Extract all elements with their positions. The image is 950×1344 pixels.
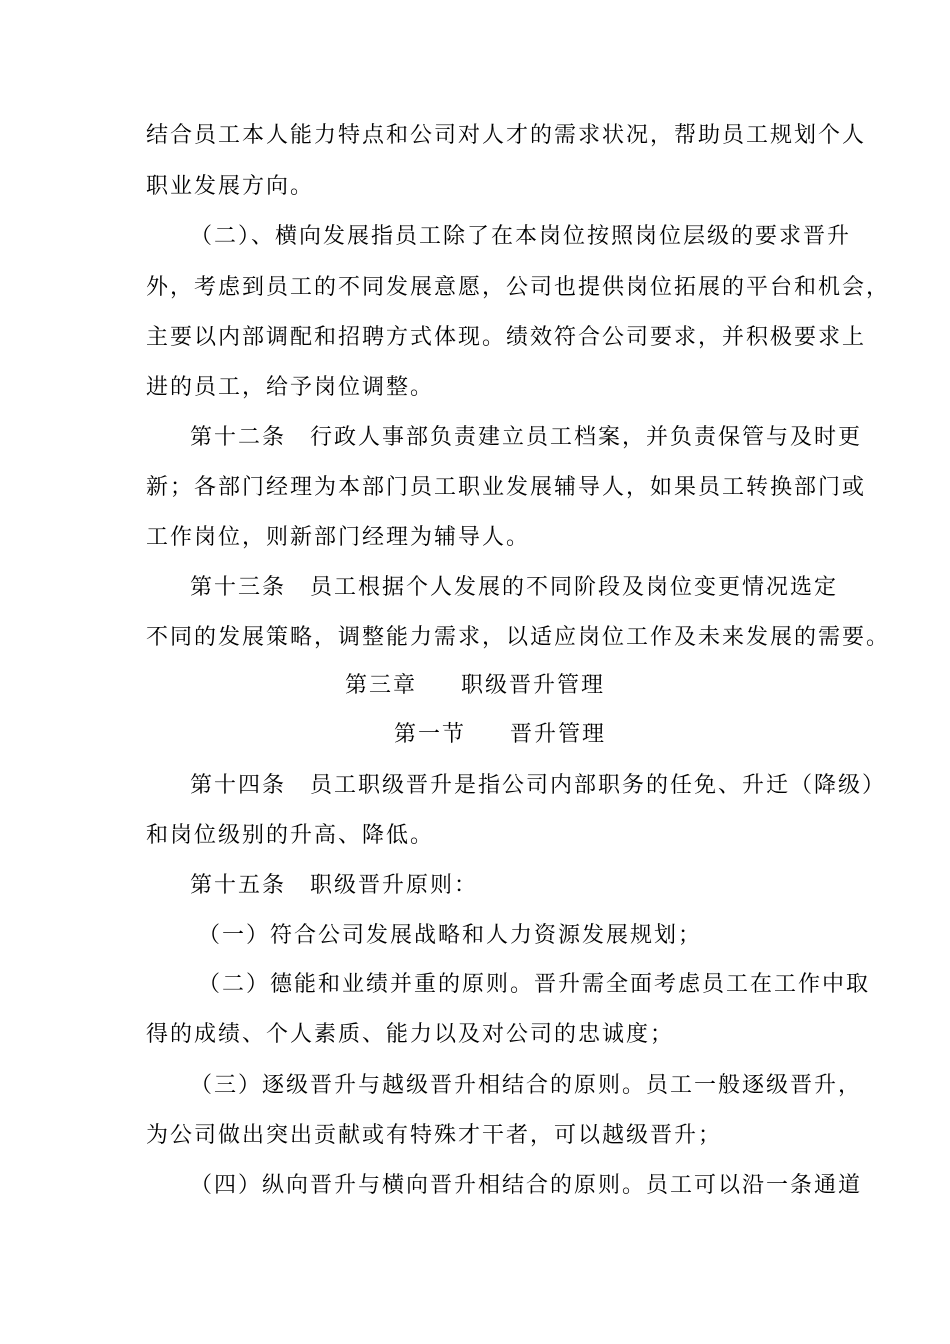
paragraph-line: 工作岗位，则新部门经理为辅导人。 — [146, 525, 531, 550]
chapter-title: 职级晋升管理 — [461, 673, 606, 698]
paragraph-line: （二）、横向发展指员工除了在本岗位按照岗位层级的要求晋升 — [190, 224, 852, 249]
article-14-line: 第十四条 员工职级晋升是指公司内部职务的任免、升迁（降级） — [190, 773, 887, 798]
paragraph-line: 不同的发展策略，调整能力需求，以适应岗位工作及未来发展的需要。 — [146, 625, 891, 650]
section-heading — [0, 720, 950, 750]
paragraph-line: 外，考虑到员工的不同发展意愿，公司也提供岗位拓展的平台和机会， — [146, 275, 891, 300]
paragraph-line: 职业发展方向。 — [146, 174, 315, 199]
paragraph-line: 得的成绩、个人素质、能力以及对公司的忠诚度； — [146, 1022, 675, 1047]
section-number: 第一节 — [393, 722, 466, 747]
paragraph-line: 进的员工，给予岗位调整。 — [146, 375, 435, 400]
paragraph-line: 为公司做出突出贡献或有特殊才干者，可以越级晋升； — [146, 1123, 723, 1148]
chapter-number: 第三章 — [344, 673, 417, 698]
list-item-3: （三）逐级晋升与越级晋升相结合的原则。员工一般逐级晋升， — [190, 1073, 863, 1098]
paragraph-line: 和岗位级别的升高、降低。 — [146, 823, 435, 848]
article-13-line: 第十三条 员工根据个人发展的不同阶段及岗位变更情况选定 — [190, 575, 839, 600]
article-12-line: 第十二条 行政人事部负责建立员工档案，并负责保管与及时更 — [190, 425, 863, 450]
paragraph-line: 结合员工本人能力特点和公司对人才的需求状况，帮助员工规划个人 — [146, 123, 867, 148]
paragraph-line: 主要以内部调配和招聘方式体现。绩效符合公司要求，并积极要求上 — [146, 325, 867, 350]
list-item-1: （一）符合公司发展战略和人力资源发展规划； — [198, 923, 703, 948]
chapter-heading — [0, 671, 950, 701]
section-title: 晋升管理 — [510, 722, 607, 747]
paragraph-line: 新；各部门经理为本部门员工职业发展辅导人，如果员工转换部门或 — [146, 475, 867, 500]
article-15-line: 第十五条 职级晋升原则： — [190, 873, 479, 898]
list-item-4: （四）纵向晋升与横向晋升相结合的原则。员工可以沿一条通道 — [190, 1173, 863, 1198]
list-item-2: （二）德能和业绩并重的原则。晋升需全面考虑员工在工作中取 — [198, 972, 871, 997]
